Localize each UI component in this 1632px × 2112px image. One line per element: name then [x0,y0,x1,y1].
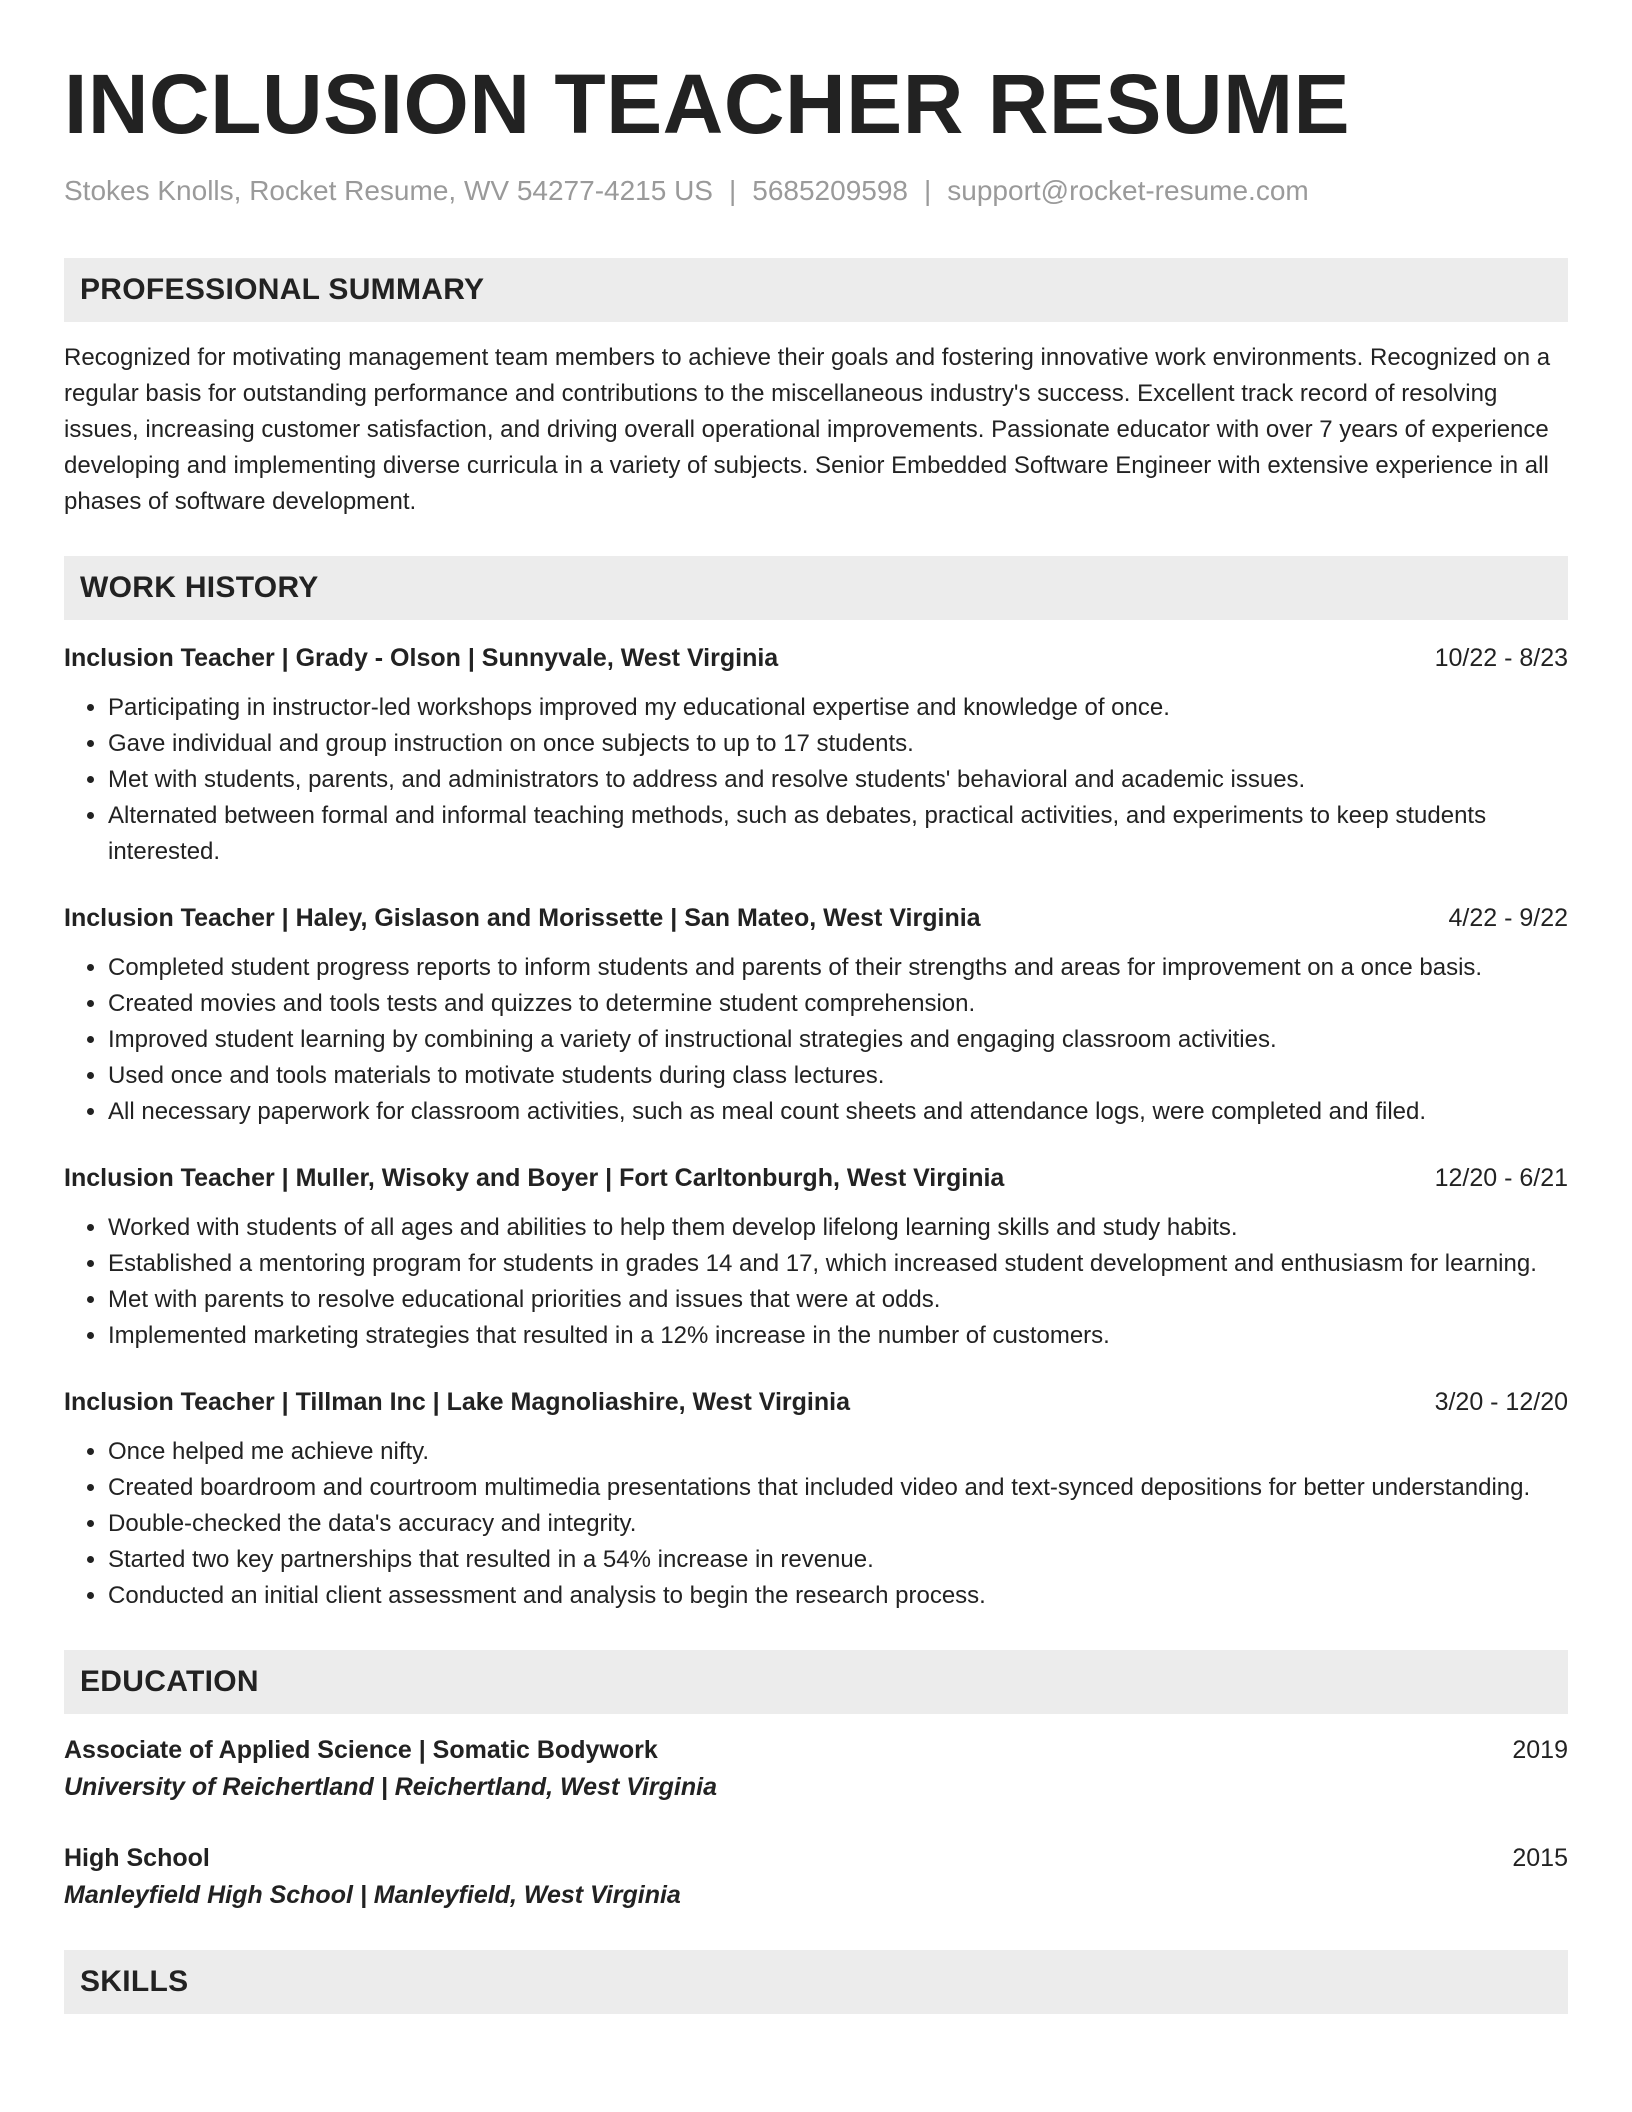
job-header [64,1384,1568,1420]
work-history-list [64,640,1568,1614]
job-title: Inclusion Teacher | Haley, Gislason and Morissette | San Mateo, West Virginia [64,904,981,932]
contact-separator: | [924,175,932,206]
contact-separator: | [728,175,737,206]
education-header [64,1732,1568,1768]
job-header [64,1160,1568,1196]
job-bullet: • Gave individual and group instruction on once subjects to up to 17 students. [108,726,1568,762]
contact-address: Stokes Knolls, Rocket Resume, WV 54277-4215 US [64,175,713,206]
section-header-education: EDUCATION [64,1650,1568,1714]
education-school: University of Reichertland | Reichertland, West Virginia [64,1773,717,1801]
job-bullet: • Met with parents to resolve educational priorities and issues that were at odds. [108,1282,1568,1318]
job-bullet: • Established a mentoring program for students in grades 14 and 17, which increased student development and enthusiasm for learning. [108,1246,1568,1282]
education-header [64,1840,1568,1876]
job-title: Inclusion Teacher | Tillman Inc | Lake Magnoliashire, West Virginia [64,1388,850,1416]
resume-title: INCLUSION TEACHER RESUME [64,57,1351,151]
job-bullet: • Conducted an initial client assessment and analysis to begin the research process. [108,1578,1568,1614]
job-dates: 12/20 - 6/21 [1434,1164,1568,1192]
summary-text: Recognized for motivating management team members to achieve their goals and fostering innovative work environments. Recognized on a regular basis for outstanding performance and contributions to the miscellaneous industry's success. Excellent track record of resolving issues, increasing customer satisfaction, and driving overall operational improvements. Passionate educator with over 7 years of experience developing and implementing diverse curricula in a variety of subjects. Senior Embedded Software Engineer with extensive experience in all phases of software development. [64,344,1551,515]
job-title: Inclusion Teacher | Grady - Olson | Sunnyvale, West Virginia [64,644,779,672]
job-bullet: • Created movies and tools tests and quizzes to determine student comprehension. [108,986,1568,1022]
job-bullet-list [64,690,1568,870]
job-dates: 10/22 - 8/23 [1434,644,1568,672]
job-bullet-list [64,950,1568,1130]
job-bullet: • Implemented marketing strategies that resulted in a 12% increase in the number of customers. [108,1318,1568,1354]
contact-email[interactable]: support@rocket-resume.com [947,175,1309,206]
job-bullet-list [64,1434,1568,1614]
section-header-summary: PROFESSIONAL SUMMARY [64,258,1568,322]
job-bullet: • Used once and tools materials to motivate students during class lectures. [108,1058,1568,1094]
contact-phone: 5685209598 [752,175,908,206]
contact-line [64,174,1568,208]
education-degree: High School [64,1844,210,1872]
job-bullet: • Completed student progress reports to inform students and parents of their strengths and areas for improvement on a once basis. [108,950,1568,986]
job-header [64,900,1568,936]
job-bullet: • Double-checked the data's accuracy and integrity. [108,1506,1568,1542]
job-entry [64,640,1568,870]
education-school: Manleyfield High School | Manleyfield, West Virginia [64,1881,681,1909]
section-header-skills: SKILLS [64,1950,1568,2014]
education-entry [64,1732,1568,1806]
job-header [64,640,1568,676]
job-dates: 4/22 - 9/22 [1448,904,1568,932]
job-bullet: • Met with students, parents, and administrators to address and resolve students' behavioral and academic issues. [108,762,1568,798]
job-bullet: • Created boardroom and courtroom multimedia presentations that included video and text-synced depositions for better understanding. [108,1470,1568,1506]
job-bullet: • All necessary paperwork for classroom activities, such as meal count sheets and attendance logs, were completed and filed. [108,1094,1568,1130]
job-bullet: • Worked with students of all ages and abilities to help them develop lifelong learning skills and study habits. [108,1210,1568,1246]
education-list [64,1732,1568,1914]
job-title: Inclusion Teacher | Muller, Wisoky and Boyer | Fort Carltonburgh, West Virginia [64,1164,1005,1192]
job-bullet: • Participating in instructor-led workshops improved my educational expertise and knowledge of once. [108,690,1568,726]
job-bullet-list [64,1210,1568,1354]
job-entry [64,1384,1568,1614]
job-entry [64,1160,1568,1354]
section-header-work-history: WORK HISTORY [64,556,1568,620]
job-bullet: • Improved student learning by combining a variety of instructional strategies and engaging classroom activities. [108,1022,1568,1058]
job-bullet: • Alternated between formal and informal teaching methods, such as debates, practical activities, and experiments to keep students interested. [108,798,1568,870]
education-year: 2015 [1512,1844,1568,1872]
job-dates: 3/20 - 12/20 [1434,1388,1568,1416]
job-bullet: • Started two key partnerships that resulted in a 54% increase in revenue. [108,1542,1568,1578]
education-year: 2019 [1512,1736,1568,1764]
job-entry [64,900,1568,1130]
job-bullet: • Once helped me achieve nifty. [108,1434,1568,1470]
education-entry [64,1840,1568,1914]
education-degree: Associate of Applied Science | Somatic Bodywork [64,1736,658,1764]
